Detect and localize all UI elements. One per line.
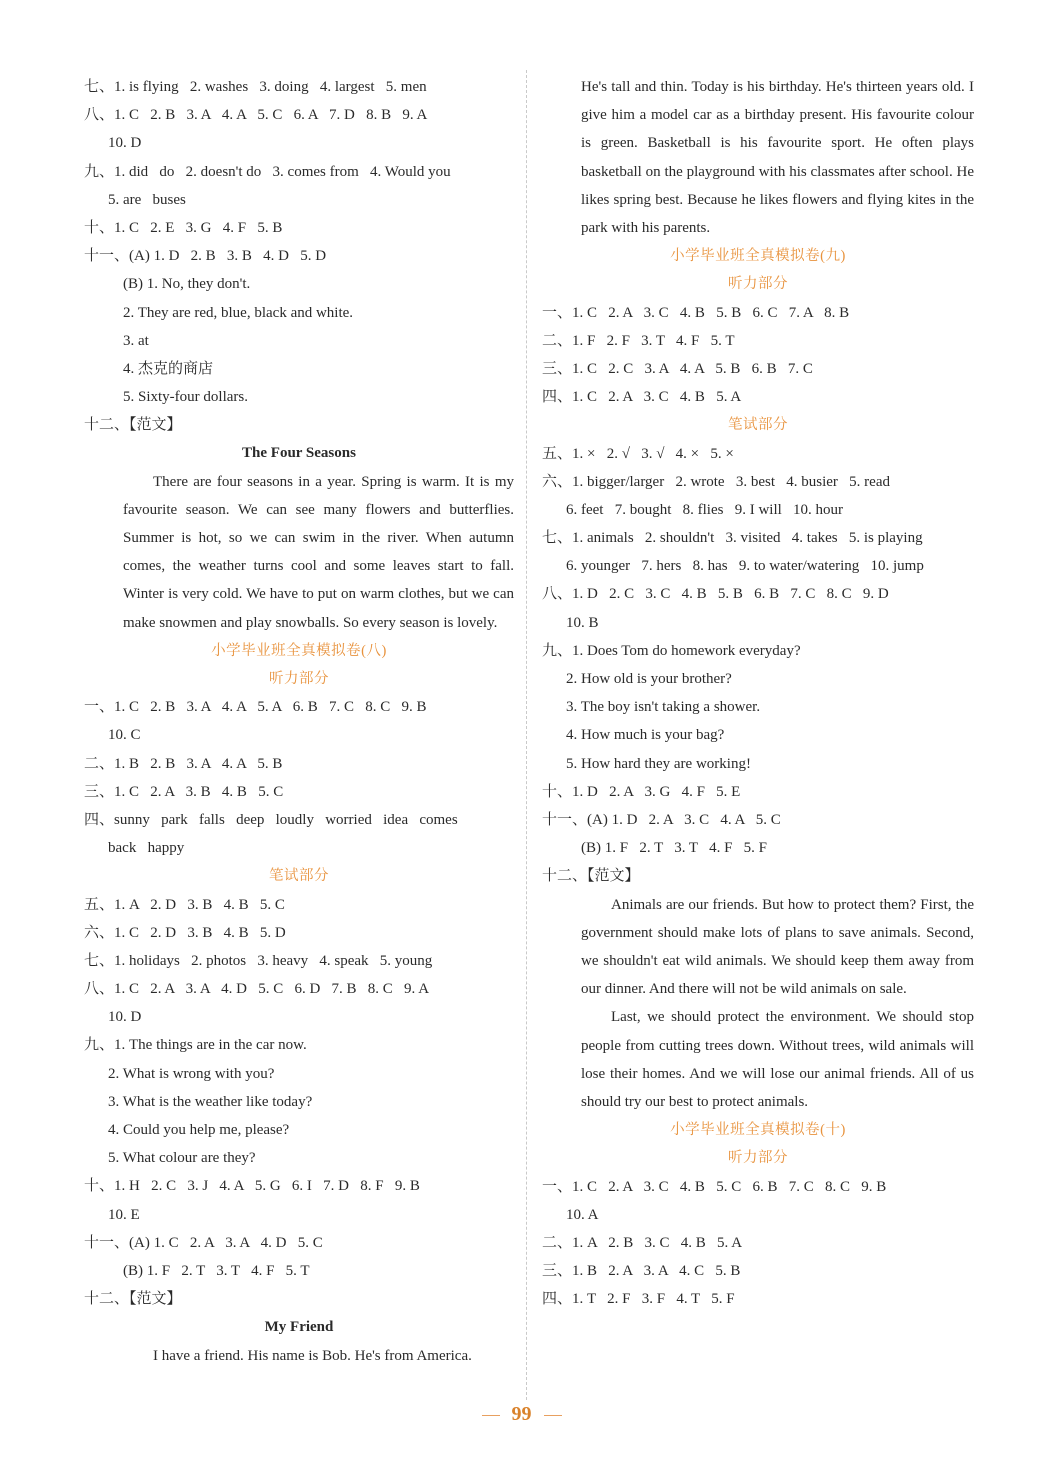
column-divider	[526, 70, 527, 1400]
answer-line: 十、1. D 2. A 3. G 4. F 5. E	[542, 783, 741, 800]
answer-line: back happy	[108, 840, 185, 857]
answer-line: 一、1. C 2. A 3. C 4. B 5. B 6. C 7. A 8. B	[542, 304, 850, 321]
answer-line: 七、1. is flying 2. washes 3. doing 4. largest 5. men	[84, 79, 427, 95]
answer-line: 四、1. T 2. F 3. F 4. T 5. F	[542, 1291, 735, 1308]
answer-line: 五、1. A 2. D 3. B 4. B 5. C	[84, 896, 285, 913]
answers-test7-cont	[84, 73, 514, 439]
answer-line: 九、1. did do 2. doesn't do 3. comes from 4. Would you	[84, 163, 451, 180]
test9-title: 小学毕业班全真模拟卷(九)	[670, 248, 846, 265]
answer-line: 六、1. bigger/larger 2. wrote 3. best 4. busier 5. read	[542, 473, 890, 490]
answer-line: 10. A	[566, 1206, 599, 1223]
answer-line: 4. Could you help me, please?	[108, 1122, 290, 1139]
answer-line: 10. B	[566, 614, 599, 631]
essay-my-friend-cont: He's tall and thin. Today is his birthday. He's thirteen years old. I give him a model car as a birthday present. His favourite colour is green. Basketball is his favourite sport. He often plays basketball on the playground with his classmates after school. He likes spring best. Because he likes flowers and flying kites in the park with his parents.	[581, 79, 974, 237]
test8-written-label: 笔试部分	[269, 868, 329, 885]
answer-line: 十一、(A) 1. C 2. A 3. A 4. D 5. C	[84, 1234, 323, 1251]
page-number-dash-right	[544, 1415, 562, 1416]
page-number	[0, 1400, 1043, 1428]
answers-test10-listening	[542, 1173, 974, 1314]
answer-line: 九、1. The things are in the car now.	[84, 1037, 307, 1054]
answers-test8-listening	[84, 693, 514, 862]
answers-test9-written	[542, 440, 974, 891]
answer-line: 10. C	[108, 727, 141, 744]
answer-line: 10. E	[108, 1206, 140, 1223]
page-number-dash-left	[482, 1415, 500, 1416]
answer-line: 十二、【范文】	[84, 417, 182, 434]
answer-line: 二、1. F 2. F 3. T 4. F 5. T	[542, 332, 735, 349]
page-number-value: 99	[511, 1403, 532, 1425]
answer-line: 七、1. holidays 2. photos 3. heavy 4. speak 5. young	[84, 952, 433, 969]
answer-line: 五、1. × 2. √ 3. √ 4. × 5. ×	[542, 445, 734, 462]
answer-line: 2. How old is your brother?	[566, 671, 732, 688]
answer-line: 5. are buses	[108, 191, 186, 208]
answer-line: 二、1. A 2. B 3. C 4. B 5. A	[542, 1234, 743, 1251]
answer-line: 三、1. C 2. A 3. B 4. B 5. C	[84, 783, 284, 800]
left-column	[84, 73, 514, 1370]
answer-line: 一、1. C 2. B 3. A 4. A 5. A 6. B 7. C 8. C 9. B	[84, 699, 427, 716]
answer-line: 三、1. B 2. A 3. A 4. C 5. B	[542, 1263, 741, 1280]
answers-test8-written	[84, 891, 514, 1314]
answer-line: 七、1. animals 2. shouldn't 3. visited 4. takes 5. is playing	[542, 530, 923, 547]
answer-line: 6. feet 7. bought 8. flies 9. I will 10. hour	[566, 501, 844, 518]
answer-line: (B) 1. F 2. T 3. T 4. F 5. F	[581, 840, 768, 857]
answer-line: 5. How hard they are working!	[566, 755, 751, 772]
answer-line: 5. What colour are they?	[108, 1150, 256, 1167]
answer-line: 三、1. C 2. C 3. A 4. A 5. B 6. B 7. C	[542, 360, 813, 377]
answer-line: 四、sunny park falls deep loudly worried idea comes	[84, 811, 458, 828]
answer-line: 10. D	[108, 1009, 142, 1026]
answer-line: 4. How much is your bag?	[566, 727, 725, 744]
test8-title: 小学毕业班全真模拟卷(八)	[211, 642, 387, 659]
answer-line: 4. 杰克的商店	[123, 360, 214, 377]
answer-line: 2. What is wrong with you?	[108, 1065, 275, 1082]
answer-line: 2. They are red, blue, black and white.	[123, 304, 354, 321]
answer-line: 十二、【范文】	[542, 868, 640, 885]
answer-line: 3. What is the weather like today?	[108, 1093, 313, 1110]
test10-title: 小学毕业班全真模拟卷(十)	[670, 1122, 846, 1139]
answer-line: 3. at	[123, 332, 149, 349]
answer-line: 十二、【范文】	[84, 1291, 182, 1308]
answer-line: 八、1. C 2. A 3. A 4. D 5. C 6. D 7. B 8. C 9. A	[84, 981, 430, 998]
essay-title-my-friend: My Friend	[264, 1319, 334, 1336]
answer-line: 九、1. Does Tom do homework everyday?	[542, 642, 801, 659]
answer-line: (B) 1. F 2. T 3. T 4. F 5. T	[123, 1262, 310, 1279]
essay-title-four-seasons: The Four Seasons	[242, 445, 356, 462]
answer-line: 六、1. C 2. D 3. B 4. B 5. D	[84, 924, 286, 941]
answer-line: 十、1. H 2. C 3. J 4. A 5. G 6. I 7. D 8. F 9. B	[84, 1178, 420, 1195]
answer-line: 一、1. C 2. A 3. C 4. B 5. C 6. B 7. C 8. C 9. B	[542, 1178, 887, 1195]
answers-test9-listening	[542, 299, 974, 412]
essay-my-friend-start: I have a friend. His name is Bob. He's from America.	[153, 1347, 472, 1364]
answer-line: 四、1. C 2. A 3. C 4. B 5. A	[542, 389, 742, 406]
essay-animals-p2: Last, we should protect the environment. We should stop people from cutting trees down. Without trees, wild animals will lose their homes. And we will lose our animal friends. All of us should try our best to protect animals.	[581, 1009, 974, 1110]
answer-line: 二、1. B 2. B 3. A 4. A 5. B	[84, 755, 283, 772]
right-column	[542, 73, 974, 1313]
answer-line: 十、1. C 2. E 3. G 4. F 5. B	[84, 219, 283, 236]
answer-line: 5. Sixty-four dollars.	[123, 389, 248, 406]
essay-four-seasons: There are four seasons in a year. Spring is warm. It is my favourite season. We can see many flowers and butterflies. Summer is hot, so we can swim in the river. When autumn comes, the weather turns cool and some leaves start to fall. Winter is very cold. We have to put on warm clothes, but we can make snowmen and play snowballs. So every season is lovely.	[123, 473, 514, 631]
answer-line: 十一、(A) 1. D 2. A 3. C 4. A 5. C	[542, 811, 781, 828]
answer-line: 十一、(A) 1. D 2. B 3. B 4. D 5. D	[84, 248, 327, 265]
test10-listening-label: 听力部分	[728, 1150, 788, 1167]
answer-line: 八、1. D 2. C 3. C 4. B 5. B 6. B 7. C 8. C 9. D	[542, 586, 889, 603]
answer-line: 10. D	[108, 135, 142, 152]
answer-line: (B) 1. No, they don't.	[123, 276, 251, 293]
answer-line: 6. younger 7. hers 8. has 9. to water/watering 10. jump	[566, 558, 924, 575]
test8-listening-label: 听力部分	[269, 671, 329, 688]
test9-written-label: 笔试部分	[728, 417, 788, 434]
test9-listening-label: 听力部分	[728, 276, 788, 293]
answer-line: 八、1. C 2. B 3. A 4. A 5. C 6. A 7. D 8. B 9. A	[84, 107, 428, 124]
answer-line: 3. The boy isn't taking a shower.	[566, 699, 761, 716]
essay-animals-p1: Animals are our friends. But how to protect them? First, the government should make lots of plans to save animals. Second, we shouldn't eat wild animals. We should keep them away from our dinner. And there will not be wild animals on sale.	[581, 896, 974, 998]
